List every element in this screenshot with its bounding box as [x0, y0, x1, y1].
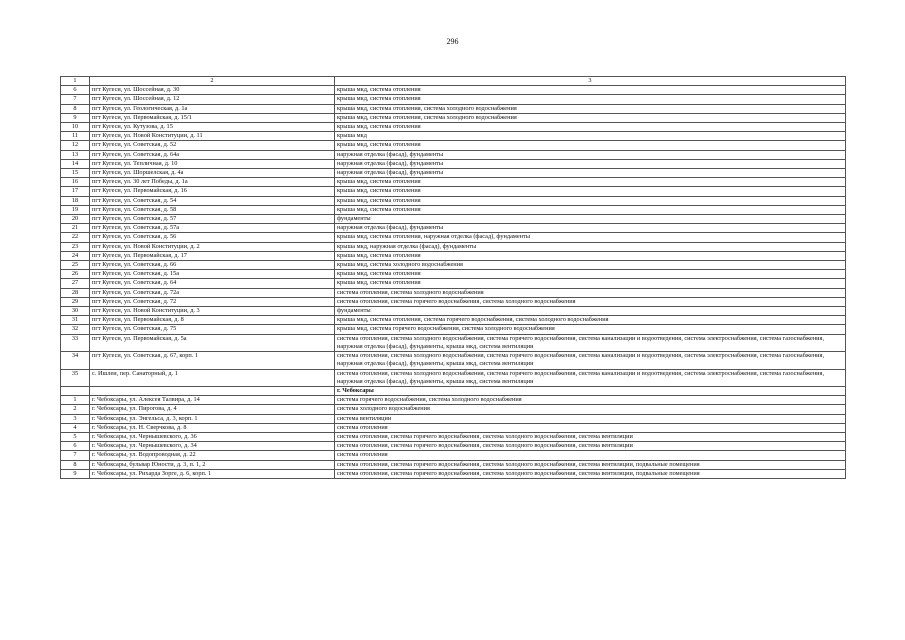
row-number: 22	[61, 233, 90, 242]
row-works: наружная отделка (фасад), фундаменты	[335, 150, 846, 159]
row-number: 19	[61, 205, 90, 214]
table-row	[61, 141, 846, 150]
table-row	[61, 95, 846, 104]
row-number: 3	[61, 414, 90, 423]
row-address: пгт Кугеси, ул. Первомайская, д. 5а	[90, 334, 335, 351]
row-address: пгт Кугеси, ул. Советская, д. 15а	[90, 270, 335, 279]
table-row	[61, 307, 846, 316]
row-works: крыша мкд, система отопления, система холодного водоснабжения	[335, 104, 846, 113]
table-row	[61, 196, 846, 205]
row-number: 33	[61, 334, 90, 351]
header-cell-number: 1	[61, 77, 90, 86]
row-works: система отопления, система холодного водоснабжения, система горячего водоснабжения, система канализации и водоотведения, система электроснабжения, система газоснабжения, наружная отделка (фасад), фундаменты, крыша мкд, система вентиляции	[335, 369, 846, 386]
row-number: 23	[61, 242, 90, 251]
row-number: 5	[61, 432, 90, 441]
row-works: система отопления	[335, 451, 846, 460]
section-empty-cell	[61, 386, 90, 395]
table-row	[61, 316, 846, 325]
row-works: фундаменты	[335, 215, 846, 224]
row-works: крыша мкд, наружная отделка (фасад), фундаменты	[335, 242, 846, 251]
row-address: пгт Кугеси, ул. Советская, д. 72а	[90, 288, 335, 297]
table-row	[61, 187, 846, 196]
row-number: 15	[61, 169, 90, 178]
registry-table-body	[61, 77, 846, 479]
row-works: крыша мкд, система отопления	[335, 123, 846, 132]
row-address: пгт Кугеси, ул. Советская, д. 52	[90, 141, 335, 150]
row-address: пгт Кугеси, ул. Советская, д. 57	[90, 215, 335, 224]
row-address: с. Ишлеи, пер. Санаторный, д. 1	[90, 369, 335, 386]
row-works: крыша мкд	[335, 132, 846, 141]
row-works: крыша мкд, система отопления	[335, 187, 846, 196]
row-number: 30	[61, 307, 90, 316]
row-number: 21	[61, 224, 90, 233]
row-address: пгт Кугеси, ул. Советская, д. 64а	[90, 150, 335, 159]
row-number: 12	[61, 141, 90, 150]
table-row	[61, 169, 846, 178]
row-works: система отопления, система горячего водоснабжения, система холодного водоснабжения, система вентиляции, подвальные помещения	[335, 460, 846, 469]
table-row	[61, 442, 846, 451]
section-title: г. Чебоксары	[335, 386, 846, 395]
table-row	[61, 369, 846, 386]
row-works: система отопления, система горячего водоснабжения, система холодного водоснабжения	[335, 297, 846, 306]
row-works: система отопления, система холодного водоснабжения	[335, 288, 846, 297]
row-works: наружная отделка (фасад), фундаменты	[335, 159, 846, 168]
table-row	[61, 113, 846, 122]
table-row	[61, 423, 846, 432]
row-number: 31	[61, 316, 90, 325]
row-works: крыша мкд, система отопления	[335, 141, 846, 150]
row-address: пгт Кугеси, ул. Первомайская, д. 8	[90, 316, 335, 325]
page-number: 296	[446, 37, 459, 46]
section-row	[61, 386, 846, 395]
row-works: крыша мкд, система горячего водоснабжения, система холодного водоснабжения	[335, 325, 846, 334]
table-row	[61, 297, 846, 306]
row-address: пгт Кугеси, ул. Первомайская, д. 17	[90, 251, 335, 260]
row-number: 6	[61, 86, 90, 95]
row-address: г. Чебоксары, ул. Алексея Талвира, д. 14	[90, 396, 335, 405]
header-cell-address: 2	[90, 77, 335, 86]
row-number: 28	[61, 288, 90, 297]
row-works: крыша мкд, система отопления, система горячего водоснабжения, система холодного водоснабжения	[335, 316, 846, 325]
table-row	[61, 205, 846, 214]
row-address: пгт Кугеси, ул. Советская, д. 72	[90, 297, 335, 306]
table-row	[61, 405, 846, 414]
table-row	[61, 469, 846, 478]
row-works: крыша мкд, система отопления	[335, 178, 846, 187]
row-address: пгт Кугеси, ул. Тепличная, д. 10	[90, 159, 335, 168]
registry-table	[60, 76, 846, 479]
row-address: пгт Кугеси, ул. Советская, д. 56	[90, 233, 335, 242]
table-row	[61, 123, 846, 132]
table-row	[61, 178, 846, 187]
row-works: система отопления, система горячего водоснабжения, система холодного водоснабжения, система вентиляции	[335, 442, 846, 451]
row-number: 32	[61, 325, 90, 334]
table-row	[61, 224, 846, 233]
row-number: 13	[61, 150, 90, 159]
row-number: 18	[61, 196, 90, 205]
table-row	[61, 86, 846, 95]
row-address: пгт Кугеси, ул. Советская, д. 66	[90, 261, 335, 270]
row-address: пгт Кугеси, ул. Шоссейная, д. 30	[90, 86, 335, 95]
row-works: система холодного водоснабжения	[335, 405, 846, 414]
table-header-row	[61, 77, 846, 86]
row-works: крыша мкд, система отопления	[335, 270, 846, 279]
row-works: крыша мкд, система отопления	[335, 196, 846, 205]
table-row	[61, 150, 846, 159]
table-row	[61, 132, 846, 141]
row-works: крыша мкд, система холодного водоснабжения	[335, 261, 846, 270]
table-row	[61, 325, 846, 334]
row-address: пгт Кугеси, ул. Советская, д. 54	[90, 196, 335, 205]
row-works: крыша мкд, система отопления, система холодного водоснабжения	[335, 113, 846, 122]
row-address: г. Чебоксары, ул. Пирогова, д. 4	[90, 405, 335, 414]
row-works: крыша мкд, система отопления	[335, 95, 846, 104]
row-works: крыша мкд, система отопления	[335, 205, 846, 214]
row-works: крыша мкд, система отопления, наружная отделка (фасад), фундаменты	[335, 233, 846, 242]
row-address: пгт Кугеси, ул. Новой Конституции, д. 11	[90, 132, 335, 141]
table-row	[61, 432, 846, 441]
row-address: пгт Кугеси, ул. 30 лет Победы, д. 1а	[90, 178, 335, 187]
row-address: г. Чебоксары, ул. Энгельса, д. 3, корп. 1	[90, 414, 335, 423]
row-address: пгт Кугеси, ул. Новой Конституции, д. 2	[90, 242, 335, 251]
row-number: 1	[61, 396, 90, 405]
table-row	[61, 215, 846, 224]
row-address: пгт Кугеси, ул. Кутузова, д. 15	[90, 123, 335, 132]
row-works: фундаменты	[335, 307, 846, 316]
row-address: пгт Кугеси, ул. Первомайская, д. 15/1	[90, 113, 335, 122]
row-address: пгт Кугеси, ул. Советская, д. 67, корп. 1	[90, 352, 335, 369]
row-number: 7	[61, 451, 90, 460]
table-row	[61, 279, 846, 288]
row-number: 20	[61, 215, 90, 224]
row-number: 7	[61, 95, 90, 104]
row-address: пгт Кугеси, ул. Шоссейная, д. 12	[90, 95, 335, 104]
row-address: г. Чебоксары, ул. Чернышевского, д. 34	[90, 442, 335, 451]
row-number: 6	[61, 442, 90, 451]
section-empty-cell	[90, 386, 335, 395]
row-number: 2	[61, 405, 90, 414]
row-address: г. Чебоксары, ул. Чернышевского, д. 36	[90, 432, 335, 441]
row-number: 34	[61, 352, 90, 369]
row-works: система вентиляции	[335, 414, 846, 423]
row-address: пгт Кугеси, ул. Первомайская, д. 16	[90, 187, 335, 196]
row-works: система отопления, система горячего водоснабжения, система холодного водоснабжения, система вентиляции	[335, 432, 846, 441]
row-number: 10	[61, 123, 90, 132]
row-number: 25	[61, 261, 90, 270]
row-works: крыша мкд, система отопления	[335, 86, 846, 95]
table-row	[61, 251, 846, 260]
row-address: пгт Кугеси, ул. Советская, д. 64	[90, 279, 335, 288]
row-address: пгт Кугеси, ул. Новой Конституции, д. 3	[90, 307, 335, 316]
row-number: 11	[61, 132, 90, 141]
row-works: система отопления, система холодного водоснабжения, система горячего водоснабжения, система канализации и водоотведения, система электроснабжения, система газоснабжения, наружная отделка (фасад), фундаменты, крыша мкд, система вентиляции	[335, 334, 846, 351]
row-number: 17	[61, 187, 90, 196]
table-row	[61, 352, 846, 369]
header-cell-works: 3	[335, 77, 846, 86]
row-address: г. Чебоксары, ул. Рихарда Зорге, д. 6, корп. 1	[90, 469, 335, 478]
row-address: пгт Кугеси, ул. Советская, д. 58	[90, 205, 335, 214]
table-row	[61, 451, 846, 460]
row-number: 35	[61, 369, 90, 386]
table-row	[61, 261, 846, 270]
table-row	[61, 104, 846, 113]
row-works: крыша мкд, система отопления	[335, 279, 846, 288]
row-address: пгт Кугеси, ул. Шоршелская, д. 4а	[90, 169, 335, 178]
row-number: 16	[61, 178, 90, 187]
row-address: пгт Кугеси, ул. Советская, д. 75	[90, 325, 335, 334]
row-works: крыша мкд, система отопления	[335, 251, 846, 260]
row-address: г. Чебоксары, ул. Н. Сверчкова, д. 8	[90, 423, 335, 432]
table-row	[61, 396, 846, 405]
row-number: 9	[61, 469, 90, 478]
row-number: 14	[61, 159, 90, 168]
row-number: 8	[61, 104, 90, 113]
table-row	[61, 414, 846, 423]
row-number: 24	[61, 251, 90, 260]
row-works: система горячего водоснабжения, система холодного водоснабжения	[335, 396, 846, 405]
row-address: г. Чебоксары, бульвар Юности, д. 3, п. 1, 2	[90, 460, 335, 469]
row-number: 4	[61, 423, 90, 432]
row-number: 8	[61, 460, 90, 469]
row-works: система отопления, система холодного водоснабжения, система горячего водоснабжения, система канализации и водоотведения, система электроснабжения, система газоснабжения, наружная отделка (фасад), фундаменты, крыша мкд, система вентиляции	[335, 352, 846, 369]
table-row	[61, 159, 846, 168]
row-address: пгт Кугеси, ул. Советская, д. 57а	[90, 224, 335, 233]
table-row	[61, 233, 846, 242]
table-row	[61, 288, 846, 297]
row-address: г. Чебоксары, ул. Водопроводная, д. 22	[90, 451, 335, 460]
table-row	[61, 270, 846, 279]
row-number: 26	[61, 270, 90, 279]
table-row	[61, 334, 846, 351]
table-row	[61, 242, 846, 251]
row-works: система отопления, система горячего водоснабжения, система холодного водоснабжения, система вентиляции, подвальные помещения	[335, 469, 846, 478]
row-address: пгт Кугеси, ул. Геологическая, д. 1а	[90, 104, 335, 113]
row-number: 27	[61, 279, 90, 288]
table-row	[61, 460, 846, 469]
row-number: 9	[61, 113, 90, 122]
row-works: наружная отделка (фасад), фундаменты	[335, 224, 846, 233]
row-number: 29	[61, 297, 90, 306]
row-works: система отопления	[335, 423, 846, 432]
row-works: наружная отделка (фасад), фундаменты	[335, 169, 846, 178]
